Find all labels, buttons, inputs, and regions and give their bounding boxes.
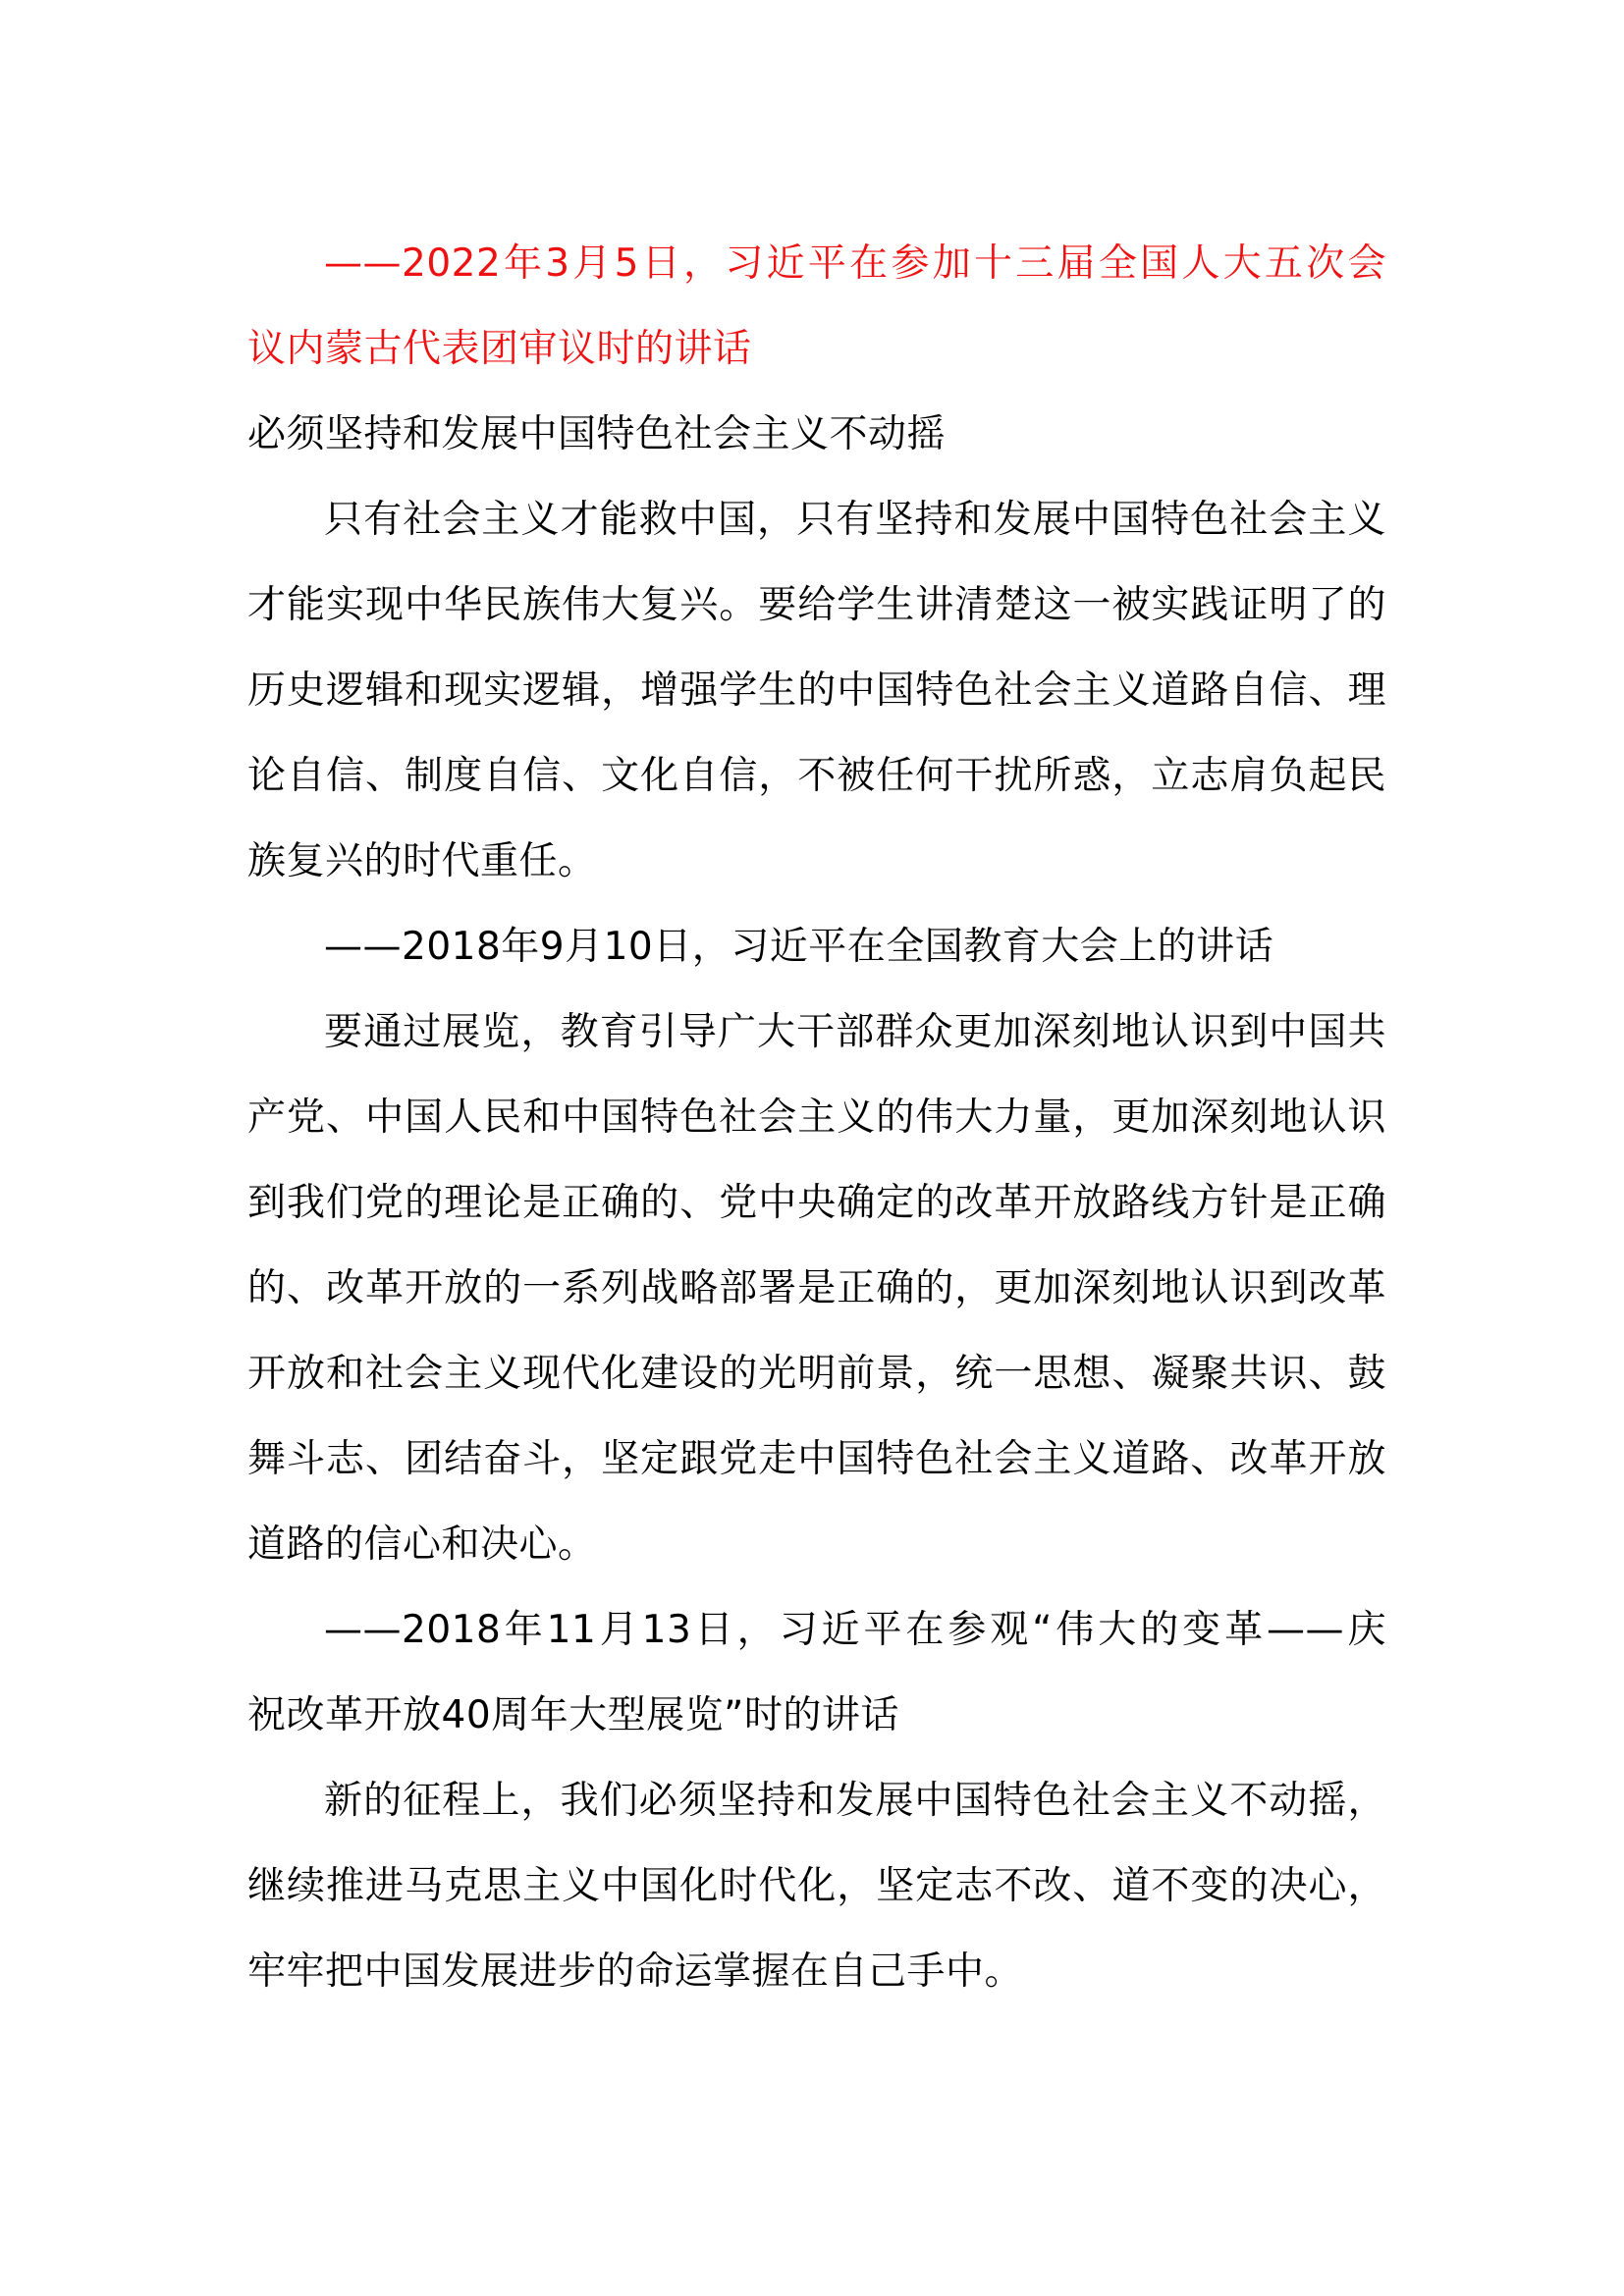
paragraph-1-line-2: 才能实现中华民族伟大复兴。要给学生讲清楚这一被实践证明了的 xyxy=(247,583,1386,627)
attribution-2018-nov-line-2: 祝改革开放40周年大型展览”时的讲话 xyxy=(247,1693,899,1737)
paragraph-3-line-2: 继续推进马克思主义中国化时代化，坚定志不改、道不变的决心， xyxy=(247,1864,1386,1908)
section-heading: 必须坚持和发展中国特色社会主义不动摇 xyxy=(247,412,947,456)
attribution-2018-nov xyxy=(247,1587,1386,1758)
paragraph-2-line-6: 舞斗志、团结奋斗，坚定跟党走中国特色社会主义道路、改革开放 xyxy=(247,1437,1386,1481)
paragraph-2 xyxy=(247,989,1386,1587)
attribution-2022 xyxy=(247,221,1386,392)
paragraph-1-line-3: 历史逻辑和现实逻辑，增强学生的中国特色社会主义道路自信、理 xyxy=(247,668,1386,713)
paragraph-3-line-1: 新的征程上，我们必须坚持和发展中国特色社会主义不动摇， xyxy=(324,1779,1386,1823)
paragraph-2-line-1: 要通过展览，教育引导广大干部群众更加深刻地认识到中国共 xyxy=(324,1010,1386,1054)
paragraph-2-line-2: 产党、中国人民和中国特色社会主义的伟大力量，更加深刻地认识 xyxy=(247,1095,1386,1140)
document-page xyxy=(247,221,1386,2014)
paragraph-1-line-4: 论自信、制度自信、文化自信，不被任何干扰所惑，立志肩负起民 xyxy=(247,754,1386,798)
attribution-2018-nov-line-1: ——2018年11月13日，习近平在参观“伟大的变革——庆 xyxy=(324,1608,1386,1652)
paragraph-3 xyxy=(247,1758,1386,2014)
attribution-2018-sep: ——2018年9月10日，习近平在全国教育大会上的讲话 xyxy=(324,925,1274,969)
paragraph-1 xyxy=(247,477,1386,904)
paragraph-2-line-4: 的、改革开放的一系列战略部署是正确的，更加深刻地认识到改革 xyxy=(247,1266,1386,1310)
paragraph-3-line-3: 牢牢把中国发展进步的命运掌握在自己手中。 xyxy=(247,1949,1024,1994)
paragraph-1-line-1: 只有社会主义才能救中国，只有坚持和发展中国特色社会主义 xyxy=(324,498,1386,542)
paragraph-2-line-5: 开放和社会主义现代化建设的光明前景，统一思想、凝聚共识、鼓 xyxy=(247,1352,1386,1396)
attribution-2022-line-1: ——2022年3月5日，习近平在参加十三届全国人大五次会 xyxy=(324,241,1386,286)
paragraph-2-line-3: 到我们党的理论是正确的、党中央确定的改革开放路线方针是正确 xyxy=(247,1181,1386,1225)
attribution-2022-line-2: 议内蒙古代表团审议时的讲话 xyxy=(247,327,752,371)
paragraph-2-line-7: 道路的信心和决心。 xyxy=(247,1522,597,1567)
paragraph-1-line-5: 族复兴的时代重任。 xyxy=(247,839,597,883)
